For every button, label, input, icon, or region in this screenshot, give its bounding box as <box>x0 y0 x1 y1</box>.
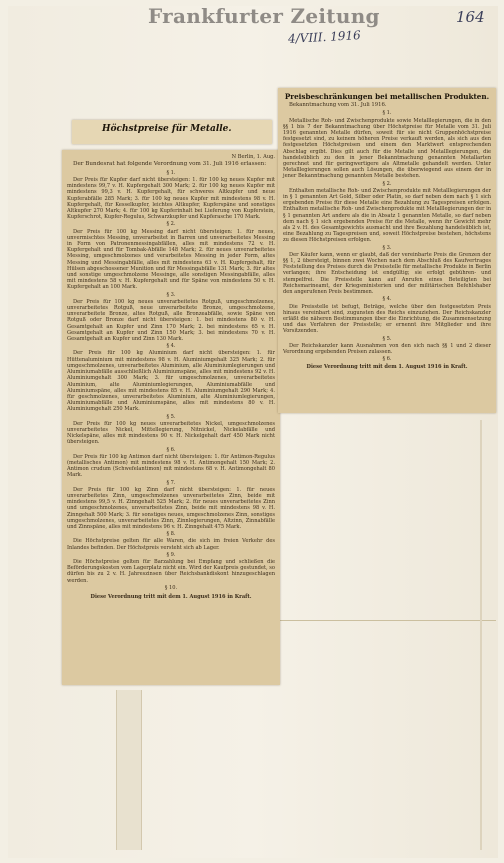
handwritten-page-number: 164 <box>456 8 485 26</box>
left-title-clipping <box>72 120 272 144</box>
section-number: § 5. <box>166 413 176 420</box>
left-article-title: Höchstpreise für Metalle. <box>102 124 232 134</box>
section-number: § 10. <box>164 584 178 591</box>
section-number: § 5. <box>382 335 392 342</box>
section-text: Der Preis für 100 kg Antimon darf nicht übersteigen: 1. für Antimon-Regulus (metallisches Antimon) mit mindestens 98 v. H. Antimongehalt 150 Mark; 2. Antimon crudum (Schwefelantimon) mit mindestens 68 v. H. Antimongehalt 80 Mark. <box>67 453 275 479</box>
section-number: § 6. <box>382 356 392 363</box>
mounting-strip <box>116 690 142 850</box>
section-number: § 3. <box>382 244 392 251</box>
section-text: Die Höchstpreise gelten für Barzahlung bei Empfang und schließen die Beförderungskosten vom Lagerplatz nicht ein. Wird der Kaufpreis gestundet, so dürfen bis zu 2 v. H. Jahreszinsen über Reichsbankdiskont hinzugeschlagen werden. <box>67 558 275 584</box>
right-announcement: Bekanntmachung vom 31. Juli 1916. <box>289 102 387 109</box>
right-final: Diese Verordnung tritt mit dem 1. August 1916 in Kraft. <box>306 364 468 371</box>
section-number: § 4. <box>382 296 392 303</box>
section-text: Der Preis für 100 kg Aluminium darf nicht übersteigen: 1. für Hüttenaluminium mit mindestens 98 v. H. Aluminiumgehalt 325 Mark; 2. für umgeschmolzenes, unverarbeitetes Aluminium, alle Aluminiumlegierungen und Aluminiumabfälle ausschließlich Aluminiumspäne, alles mit mindestens 92 v. H. Aluminiumgehalt 300 Mark; 3. für umgeschmolzenes, unverarbeitetes Aluminium, alte Aluminiumlegierungen, Aluminiumabfälle und Aluminiumspäne, alles mit mindestens 85 v. H. Aluminiumgehalt 290 Mark; 4. für geschmolzenes, unverarbeitetes Aluminium, alte Aluminiumlegierungen, Aluminiumabfälle und Aluminiumspäne, alles mit mindestens 80 v. H. Aluminiumgehalt 250 Mark. <box>67 350 275 413</box>
left-final: Diese Verordnung tritt mit dem 1. August 1916 in Kraft. <box>90 594 252 600</box>
section-number: § 2. <box>382 180 392 187</box>
section-text: Enthalten metallische Roh- und Zwischenprodukte mit Metalllegierungen der in § 1 genannten Art Gold, Silber oder Platin, so darf neben dem nach § 1 sich ergebenden Preise für diese Metalle eine Bezahlung zu Tagespreisen erfolgen. Enthalten metallische Roh- und Zwischenprodukte mit Metalllegierungen der in § 1 genannten Art andere als die in Absatz 1 genannten Metalle, so darf neben dem nach § 1 sich ergebenden Preise für die Metalle, wenn ihr Gewicht mehr als 2 v. H. des Gesamtgewichts ausmacht und ihre Bezahlung handelsüblich ist, eine Bezahlung zu Tagespreisen und, soweit Höchstpreise bestehen, höchstens zu diesen Höchstpreisen erfolgen. <box>283 187 491 244</box>
left-intro: Der Bundesrat hat folgende Verordnung vom 31. Juli 1916 erlassen: <box>73 161 267 168</box>
handwritten-date: 4/VIII. 1916 <box>287 28 362 46</box>
section-number: § 4. <box>166 343 176 350</box>
section-text: Der Preis für 100 kg Zinn darf nicht übersteigen: 1. für neues unverarbeitetes Zinn, umgeschmolzenes unverarbeitetes Zinn, beide mit mindestens 99,5 v. H. Zinngehalt 525 Mark; 2. für neues unverarbeitetes Zinn und umgeschmolzenes, unverarbeitetes Zinn, beide mit mindestens 98 v. H. Zinngehalt 500 Mark; 3. für sonstiges neues, umgeschmolzenes Zinn, sonstiges umgeschmolzenes, unverarbeitetes Zinn, Zinnlegierungen, Altzinn, Zinnabfälle und Zinnspäne, alles mit mindestens 96 v. H. Zinngehalt 475 Mark. <box>67 486 275 530</box>
right-article-title: Preisbeschränkungen bei metallischen Produkten. <box>284 92 490 101</box>
section-number: § 6. <box>166 446 176 453</box>
right-sections <box>283 110 491 362</box>
section-text: Der Preis für 100 kg neues unverarbeitetes Rotguß, umgeschmolzenes, unverarbeitetes Rotguß, neue unverarbeitete Bronze, umgeschmolzene, unverarbeitete Bronze, altes Rotguß, alle Bronzeabfälle, sowie Späne von Rotguß oder Bronze darf nicht übersteigen: 1. bei mindestens 80 v. H. Gesamtgehalt an Kupfer und Zinn 170 Mark; 2. bei mindestens 65 v. H. Gesamtgehalt an Kupfer und Zinn 150 Mark; 3. bei mindestens 70 v. H. Gesamtgehalt an Kupfer und Zinn 130 Mark. <box>67 298 275 343</box>
section-number: § 2. <box>166 221 176 228</box>
section-number: § 8. <box>166 531 176 538</box>
right-article-clipping <box>278 88 496 413</box>
section-number: § 1. <box>166 169 176 176</box>
section-number: § 3. <box>166 291 176 298</box>
section-text: Der Preis für Kupfer darf nicht übersteigen: 1. für 100 kg neues Kupfer mit mindestens 99,7 v. H. Kupfergehalt 300 Mark; 2. für 100 kg neues Kupfer mit mindestens 99,3 v. H. Kupfergehalt, für schweres Altkupfer und neue Kupferabfälle 285 Mark; 3. für 100 kg neues Kupfer mit mindestens 98 v. H. Kupfergehalt, für Kesselkupfer, leichtes Altkupfer, Kupferspäne und sonstiges Altkupfer 270 Mark; 4. für 100 kg Kupferinhalt bei Lieferung von Kupferstein, Kupferschrot, Kupfer-Regulus, Schwarzkupfer und Kupferasche 170 Mark. <box>67 177 275 221</box>
section-text: Der Käufer kann, wenn er glaubt, daß der vereinbarte Preis die Grenzen der §§ 1, 2 übersteigt, binnen zwei Wochen nach dem Abschluß des Kaufvertrages Feststellung des Preises durch die Preisstelle für metallische Produkte in Berlin verlangen; ihre Entscheidung ist endgültig; sie erfolgt gebühren- und stempelfrei. Die Preisstelle kann auf Anrufen eines Beteiligten bei Reichsmarineamt, der Kriegsministerien und der militärischen Befehlshaber den angerufenen Preis bestimmen. <box>283 251 491 296</box>
left-sections <box>67 170 275 591</box>
section-number: § 7. <box>166 479 176 486</box>
section-number: § 9. <box>166 551 176 558</box>
section-text: Der Reichskanzler kann Ausnahmen von den sich nach §§ 1 und 2 dieser Verordnung ergebenden Preisen zulassen. <box>283 342 491 355</box>
masthead-stamp: Frankfurter Zeitung <box>148 4 380 28</box>
section-text: Der Preis für 100 kg neues unverarbeitetes Nickel, umgeschmolzenes unverarbeitetes Nickel, Mittellegierung, Nitnickel, Nickelabfälle und Nickelspäne, alles mit mindestens 90 v. H. Nickelgehalt darf 450 Mark nicht übersteigen. <box>67 420 275 446</box>
left-dateline: N Berlin, 1. Aug. <box>231 154 275 160</box>
section-text: Metallische Roh- und Zwischenprodukte sowie Metalllegierungen, die in den §§ 1 bis 7 der Bekanntmachung über Höchstpreise für Metalle vom 31. Juli 1916 genannten Metalle dürfen, soweit für sie nicht Gruppenhöchstpreise festgesetzt sind, zu keinem höheren Preise verkauft werden, als sich aus den festgesetzten Höchstpreisen und einem den Marktwert entsprechenden Abschlag ergibt. Dies gilt auch für die Metalle und Metalllegierungen, die handelsüblich zu den in jener Bekanntmachung genannten Metallarten gerechnet und für geringwertigere als Altmetalle gehandelt werden. Unter Metalllegierungen sollen auch Lösungen, die überwiegend aus einem der in jener Bekanntmachung genannten Metalle bestehen. <box>283 117 491 180</box>
page-edge <box>480 420 482 850</box>
left-article-clipping <box>62 150 280 685</box>
section-text: Die Höchstpreise gelten für alle Waren, die sich im freien Verkehr des Inlandes befinden. Der Höchstpreis versteht sich ab Lager. <box>67 538 275 551</box>
section-text: Der Preis für 100 kg Messing darf nicht übersteigen: 1. für neues, unvermischtes Messing, unverarbeitet in Barren und unverarbeitetes Messing in Form von Patronenmessingabfällen, alles mit mindestens 72 v. H. Kupfergehalt und für Tombak-Abfälle 148 Mark; 2. für neues unverarbeitetes Messing, umgeschmolzenes und verarbeitetes Messing in jeder Form, altes Messing und Messingabfälle, alles mit mindestens 63 v. H. Kupfergehalt, für Hülsen abgeschossener Munition und für Messingabfälle 131 Mark; 3. für altes und sonstige umgeschmolzene Messinge, alle sonstigen Messingabfälle, alles mit mindestens 58 v. H. Kupfergehalt und für Späne von mindestens 50 v. H. Kupfergehalt an 100 Mark. <box>67 228 275 291</box>
section-text: Die Preisstelle ist befugt, Beträge, welche über den festgesetzten Preis hinaus vereinbart sind, zugunsten des Reichs einzuziehen. Der Reichskanzler erläßt die näheren Bestimmungen über die Einrichtung, die Zusammensetzung und das Verfahren der Preisstelle; er ernennt ihre Mitglieder und ihre Vorsitzenden. <box>283 303 491 335</box>
section-number: § 1. <box>382 110 392 117</box>
